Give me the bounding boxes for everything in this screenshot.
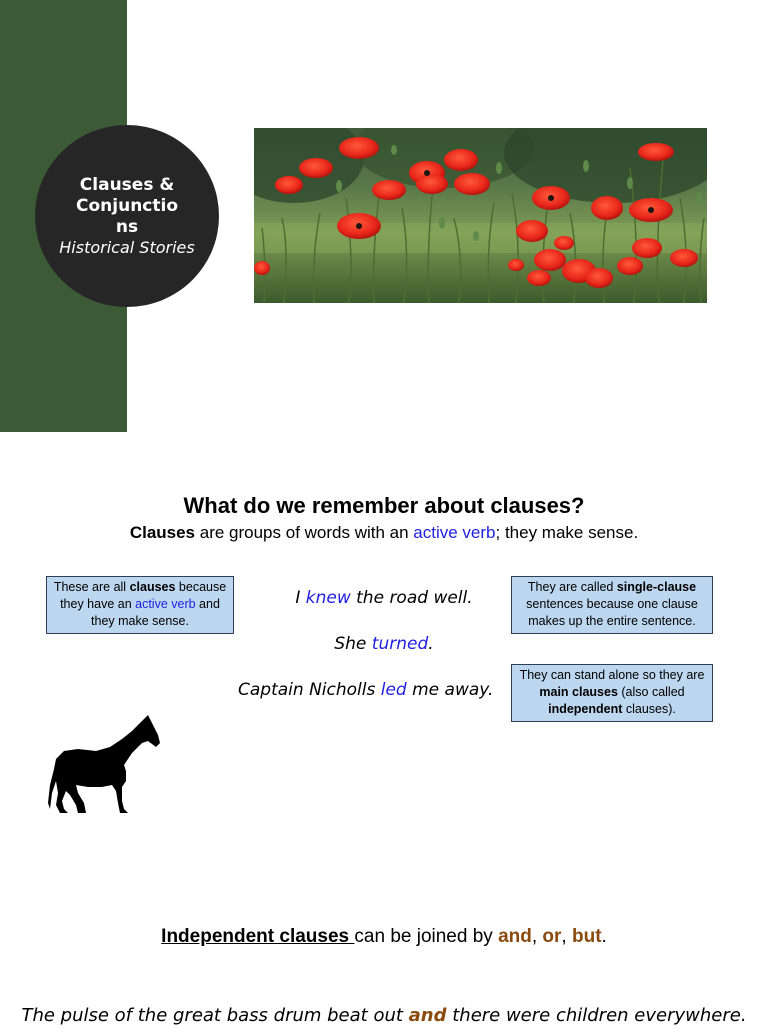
example-text: me away. — [406, 680, 494, 700]
conj-and: and — [498, 926, 532, 947]
slide-subtitle: Historical Stories — [59, 237, 195, 257]
clauses-heading: What do we remember about clauses? — [183, 493, 585, 518]
definition-text: are groups of words with an — [195, 523, 414, 542]
example-sentence — [0, 587, 768, 609]
note-text: They can stand alone so they are — [519, 668, 705, 682]
title-badge — [35, 125, 219, 307]
definition-text-end: ; they make sense. — [495, 523, 639, 542]
conjunctions-rule — [0, 925, 768, 949]
note-text: clauses). — [622, 702, 676, 716]
conj-but: but — [571, 926, 602, 947]
compound-example-sentence — [0, 1004, 768, 1028]
conj-or: or — [542, 926, 562, 947]
note-bold: main clauses — [539, 685, 618, 699]
poppy-field-photo — [254, 128, 707, 303]
example-sentence — [0, 633, 768, 655]
note-bold: single-clause — [616, 580, 697, 594]
note-bold: independent — [548, 702, 623, 716]
independent-clauses-label: Independent clauses — [161, 926, 355, 947]
slide-title: Clauses & Conjunctions — [76, 174, 178, 237]
definition-term: Clauses — [129, 523, 196, 542]
example-text: I — [295, 588, 306, 608]
example-text: She — [334, 634, 372, 654]
note-bold: clauses — [129, 580, 176, 594]
note-active-verb: active verb — [135, 597, 196, 611]
note-text: sentences because one clause makes up the entire sentence. — [526, 597, 698, 628]
separator: . — [601, 926, 607, 947]
note-text: because they have an — [60, 580, 227, 611]
separator: , — [531, 926, 543, 947]
note-text: They are called — [527, 580, 617, 594]
example-text: Captain Nicholls — [238, 680, 381, 700]
example-text: there were children everywhere. — [446, 1005, 747, 1026]
example-text: the road well. — [350, 588, 473, 608]
definition-active-verb: active verb — [413, 523, 496, 542]
separator: , — [561, 926, 572, 947]
example-text: The pulse of the great bass drum beat out — [21, 1005, 409, 1026]
example-verb: turned — [371, 634, 429, 654]
example-text: . — [428, 634, 434, 654]
example-conjunction: and — [408, 1005, 447, 1026]
note-text: and they make sense. — [91, 597, 220, 628]
note-text: These are all — [53, 580, 130, 594]
conjunctions-text: can be joined by — [354, 926, 499, 947]
main-clauses-box — [511, 664, 713, 722]
example-verb: led — [380, 680, 407, 700]
note-text: (also called — [617, 685, 685, 699]
horse-silhouette-icon — [48, 713, 162, 815]
example-sentence — [238, 679, 511, 701]
example-verb: knew — [305, 588, 351, 608]
clauses-definition — [0, 522, 768, 544]
